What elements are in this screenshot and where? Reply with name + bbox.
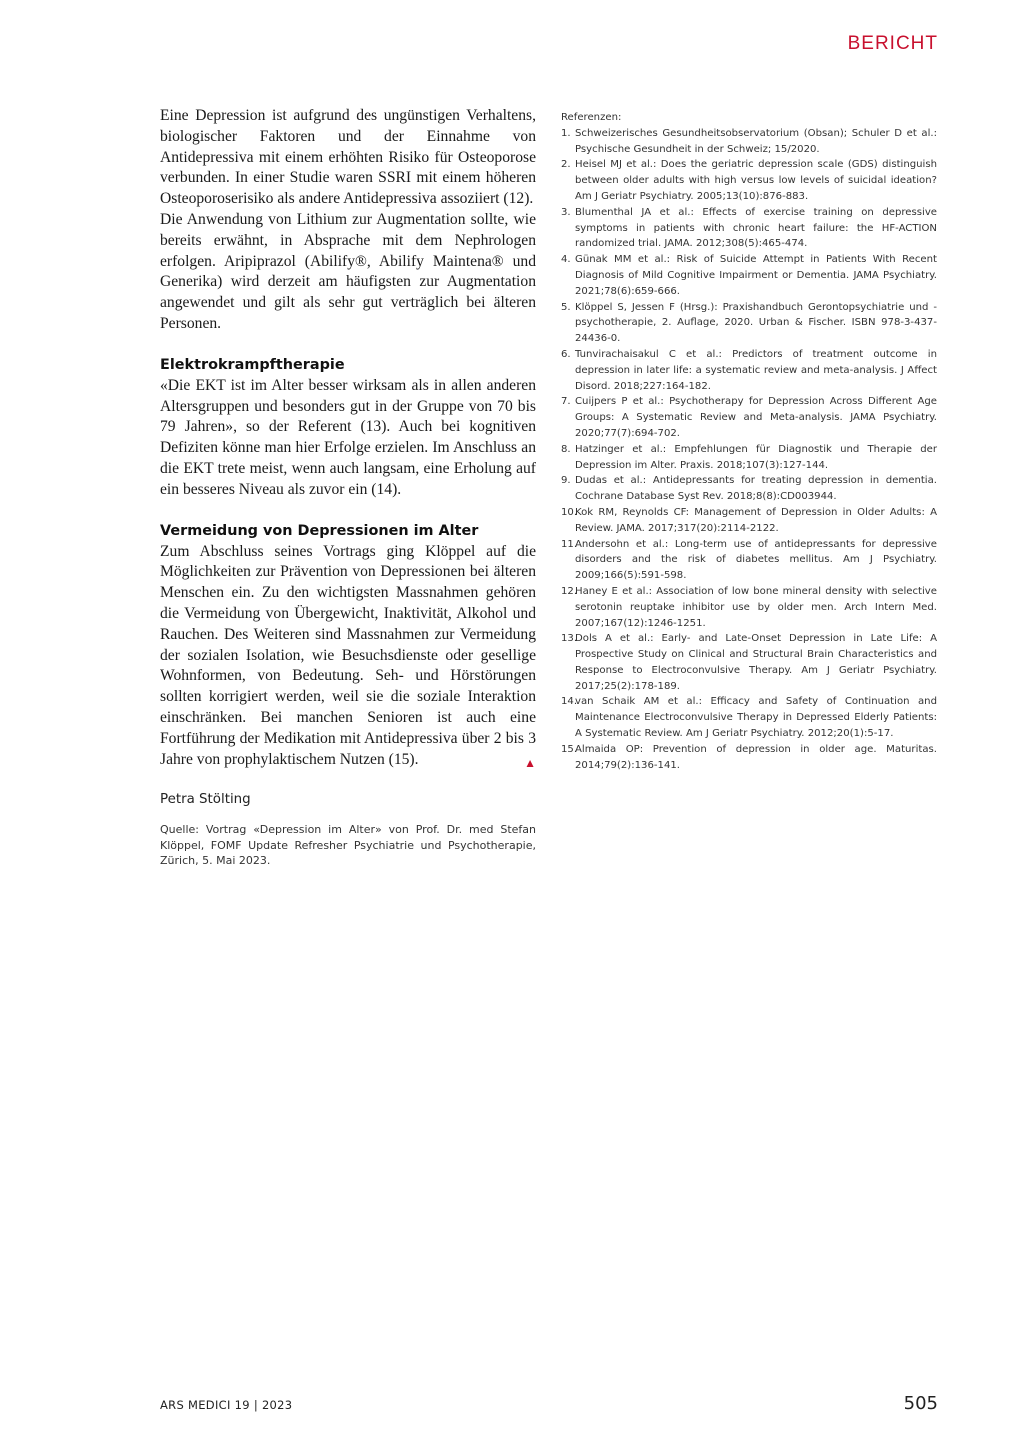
references-heading: Referenzen: [561, 112, 622, 123]
body-paragraph-final [160, 542, 536, 771]
reference-number: 9. [561, 475, 571, 487]
body-paragraph-text: Zum Abschluss seines Vortrags ging Klöppel auf die Möglichkeiten zur Prävention von Depressionen bei älteren Menschen ein. Zu den wichtigsten Massnahmen gehören die Vermeidung von Übergewicht, Inaktivität, Alkohol und Rauchen. Des Weiteren sind Massnahmen zur Vermeidung der sozialen Isolation, wie Besuchsdienste oder gesellige Wohnformen, von Bedeutung. Seh- und Hörstörungen sollten korrigiert werden, weil sie die soziale Interaktion einschränken. Bei manchen Senioren ist auch eine Fortführung der Medikation mit Antidepressiva über 2 bis 3 Jahre von prophylaktischem Nutzen (15). [160, 542, 536, 768]
reference-item [561, 537, 937, 584]
page-number: 505 [903, 1393, 938, 1414]
reference-number: 3. [561, 206, 571, 218]
body-paragraph: Eine Depression ist aufgrund des ungünstigen Verhaltens, biologischer Faktoren und der Einnahme von Antidepressiva mit einem erhöhten Risiko für Osteoporose verbunden. In einer Studie waren SSRI mit einem höheren Osteoporoserisiko als andere Antidepressiva assoziiert (12). [160, 107, 536, 208]
references-column [561, 110, 937, 773]
reference-item [561, 584, 937, 631]
article-column [160, 106, 536, 869]
reference-number: 14. [561, 696, 578, 708]
section-heading: Elektrokrampftherapie [160, 356, 345, 373]
reference-number: 11. [561, 538, 578, 550]
body-paragraph: «Die EKT ist im Alter besser wirksam als in allen anderen Altersgruppen und besonders gut in der Gruppe von 70 bis 79 Jahren», so der Referent (13). Auch bei kognitiven Defiziten könne man hier Erfolge erzielen. Im Anschluss an die EKT trete meist, wenn auch langsam, eine Erholung auf ein besseres Niveau als zuvor ein (14). [160, 376, 536, 498]
reference-item [561, 205, 937, 252]
reference-item [561, 300, 937, 347]
end-of-article-icon: ▲ [524, 755, 536, 770]
reference-text: van Schaik AM et al.: Efficacy and Safety of Continuation and Maintenance Electroconvulsive Therapy in Depressed Elderly Patients: A Systematic Review. Am J Geriatr Psychiatry. 2012;20(1):5-17. [575, 696, 937, 740]
reference-text: Andersohn et al.: Long-term use of antidepressants for depressive disorders and the risk of diabetes mellitus. Am J Psychiatry. 2009;166(5):591-598. [575, 538, 937, 582]
reference-number: 6. [561, 348, 571, 360]
reference-text: Heisel MJ et al.: Does the geriatric depression scale (GDS) distinguish between older adults with high versus low levels of suicidal ideation? Am J Geriatr Psychiatry. 2005;13(10):876-883. [575, 159, 937, 202]
reference-item [561, 505, 937, 537]
reference-number: 10. [561, 506, 578, 518]
reference-text: Dudas et al.: Antidepressants for treating depression in dementia. Cochrane Database Syst Rev. 2018;8(8):CD003944. [575, 475, 937, 503]
reference-item [561, 347, 937, 394]
reference-number: 4. [561, 254, 571, 266]
reference-text: Almaida OP: Prevention of depression in older age. Maturitas. 2014;79(2):136-141. [575, 743, 937, 771]
reference-item [561, 442, 937, 474]
reference-text: Kok RM, Reynolds CF: Management of Depression in Older Adults: A Review. JAMA. 2017;317(20):2114-2122. [575, 506, 937, 534]
journal-issue: ARS MEDICI 19 | 2023 [160, 1398, 293, 1412]
reference-text: Haney E et al.: Association of low bone mineral density with selective serotonin reuptake inhibitor use by older men. Arch Intern Med. 2007;167(12):1246-1251. [575, 585, 937, 629]
reference-item [561, 157, 937, 204]
reference-item [561, 126, 937, 158]
reference-number: 13. [561, 633, 578, 645]
reference-item [561, 252, 937, 299]
reference-text: Schweizerisches Gesundheitsobservatorium (Obsan); Schuler D et al.: Psychische Gesundheit in der Schweiz; 15/2020. [575, 127, 937, 155]
reference-text: Tunvirachaisakul C et al.: Predictors of treatment outcome in depression in later life: a systematic review and meta-analysis. J Affect Disord. 2018;227:164-182. [575, 348, 937, 392]
reference-number: 5. [561, 301, 571, 313]
reference-number: 12. [561, 585, 578, 597]
section-heading: Vermeidung von Depressionen im Alter [160, 522, 479, 539]
references-list [561, 126, 937, 774]
reference-number: 15. [561, 743, 578, 755]
reference-text: Hatzinger et al.: Empfehlungen für Diagnostik und Therapie der Depression im Alter. Praxis. 2018;107(3):127-144. [575, 443, 937, 471]
body-paragraph: Die Anwendung von Lithium zur Augmentation sollte, wie bereits erwähnt, in Absprache mit dem Nephrologen erfolgen. Aripiprazol (Abilify®, Abilify Maintena® und Generika) wird derzeit am häufigsten zur Augmentation angewendet und gilt als sehr gut verträglich bei älteren Personen. [160, 210, 536, 332]
section-label: BERICHT [847, 33, 938, 54]
reference-text: Klöppel S, Jessen F (Hrsg.): Praxishandbuch Gerontopsychiatrie und -psychotherapie, 2. Auflage, 2020. Urban & Fischer. ISBN 978-3-437-24436-0. [575, 301, 937, 345]
author-name: Petra Stölting [160, 792, 251, 808]
reference-number: 8. [561, 443, 571, 455]
reference-text: Cuijpers P et al.: Psychotherapy for Depression Across Different Age Groups: A Systematic Review and Meta-analysis. JAMA Psychiatry. 2020;77(7):694-702. [575, 396, 937, 439]
reference-item [561, 394, 937, 441]
reference-text: Dols A et al.: Early- and Late-Onset Depression in Late Life: A Prospective Study on Clinical and Structural Brain Characteristics and Response to Electroconvulsive Therapy. Am J Geriatr Psychiatry. 2017;25(2):178-189. [575, 633, 937, 692]
reference-text: Günak MM et al.: Risk of Suicide Attempt in Patients With Recent Diagnosis of Mild Cognitive Impairment or Dementia. JAMA Psychiatry. 2021;78(6):659-666. [575, 254, 937, 297]
reference-item [561, 631, 937, 694]
reference-number: 7. [561, 396, 571, 408]
reference-number: 2. [561, 159, 571, 171]
source-note: Quelle: Vortrag «Depression im Alter» von Prof. Dr. med Stefan Klöppel, FOMF Update Refresher Psychiatrie und Psychotherapie, Zürich, 5. Mai 2023. [160, 823, 536, 868]
reference-item [561, 694, 937, 741]
reference-number: 1. [561, 127, 571, 139]
reference-text: Blumenthal JA et al.: Effects of exercise training on depressive symptoms in patients with chronic heart failure: the HF-ACTION randomized trial. JAMA. 2012;308(5):465-474. [575, 206, 937, 250]
reference-item [561, 742, 937, 774]
reference-item [561, 473, 937, 505]
